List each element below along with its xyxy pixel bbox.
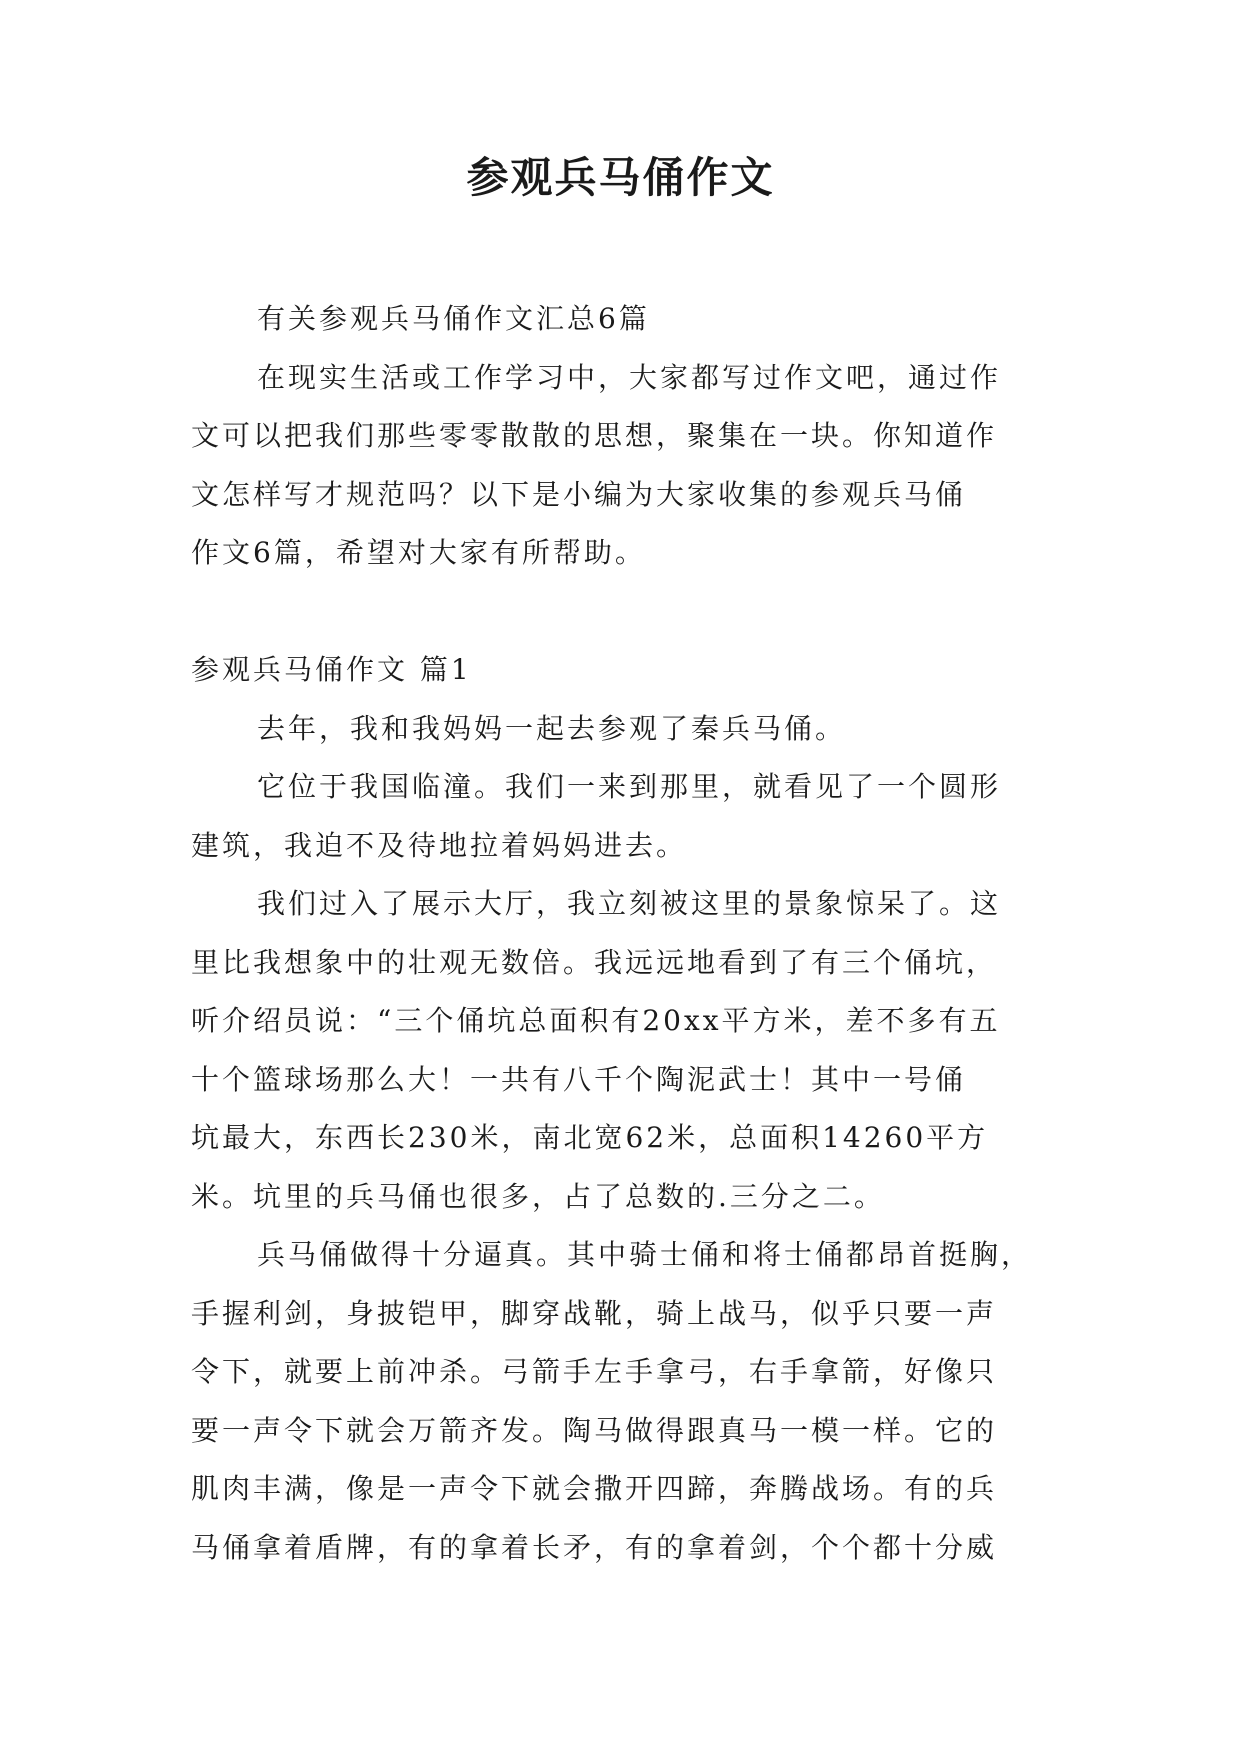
text-line: 里比我想象中的壮观无数倍。我远远地看到了有三个俑坑， [191,945,998,979]
text-line: 去年，我和我妈妈一起去参观了秦兵马俑。 [257,711,847,745]
text-line: 听介绍员说：“三个俑坑总面积有20xx平方米，差不多有五 [191,1004,1001,1037]
paragraph [191,758,1071,875]
paragraph [191,700,1071,759]
intro-heading: 有关参观兵马俑作文汇总6篇 [257,302,650,335]
intro-paragraph [191,349,1071,583]
text-line: 马俑拿着盾牌，有的拿着长矛，有的拿着剑，个个都十分威 [191,1530,998,1564]
text-line: 我们过入了展示大厅，我立刻被这里的景象惊呆了。这 [257,887,1002,920]
text-line: 要一声令下就会万箭齐发。陶马做得跟真马一模一样。它的 [191,1413,998,1447]
text-line: 坑最大，东西长230米，南北宽62米，总面积14260平方 [191,1121,989,1154]
text-line: 令下，就要上前冲杀。弓箭手左手拿弓，右手拿箭，好像只 [191,1355,998,1388]
text-line: 十个篮球场那么大！一共有八千个陶泥武士！其中一号俑 [191,1062,967,1096]
document-title: 参观兵马俑作文 [466,153,775,202]
text-line: 文可以把我们那些零零散散的思想，聚集在一块。你知道作 [191,419,998,452]
text-line: 文怎样写才规范吗？以下是小编为大家收集的参观兵马俑 [191,477,967,511]
paragraph [191,1226,1071,1577]
text-line: 米。坑里的兵马俑也很多，占了总数的.三分之二。 [191,1179,885,1213]
text-line: 建筑，我迫不及待地拉着妈妈进去。 [191,828,688,862]
paragraph [191,875,1071,1226]
text-line: 在现实生活或工作学习中，大家都写过作文吧，通过作 [257,360,1002,394]
text-line: 作文6篇，希望对大家有所帮助。 [191,536,646,569]
text-line: 肌肉丰满，像是一声令下就会撒开四蹄，奔腾战场。有的兵 [191,1472,998,1505]
document-body [191,290,1071,1577]
text-line: 手握利剑，身披铠甲，脚穿战靴，骑上战马，似乎只要一声 [191,1296,998,1330]
section-heading: 参观兵马俑作文 篇1 [191,653,472,686]
text-line: 兵马俑做得十分逼真。其中骑士俑和将士俑都昂首挺胸， [257,1238,1033,1271]
blank-line [191,583,1071,642]
text-line: 它位于我国临潼。我们一来到那里，就看见了一个圆形 [257,770,1002,803]
